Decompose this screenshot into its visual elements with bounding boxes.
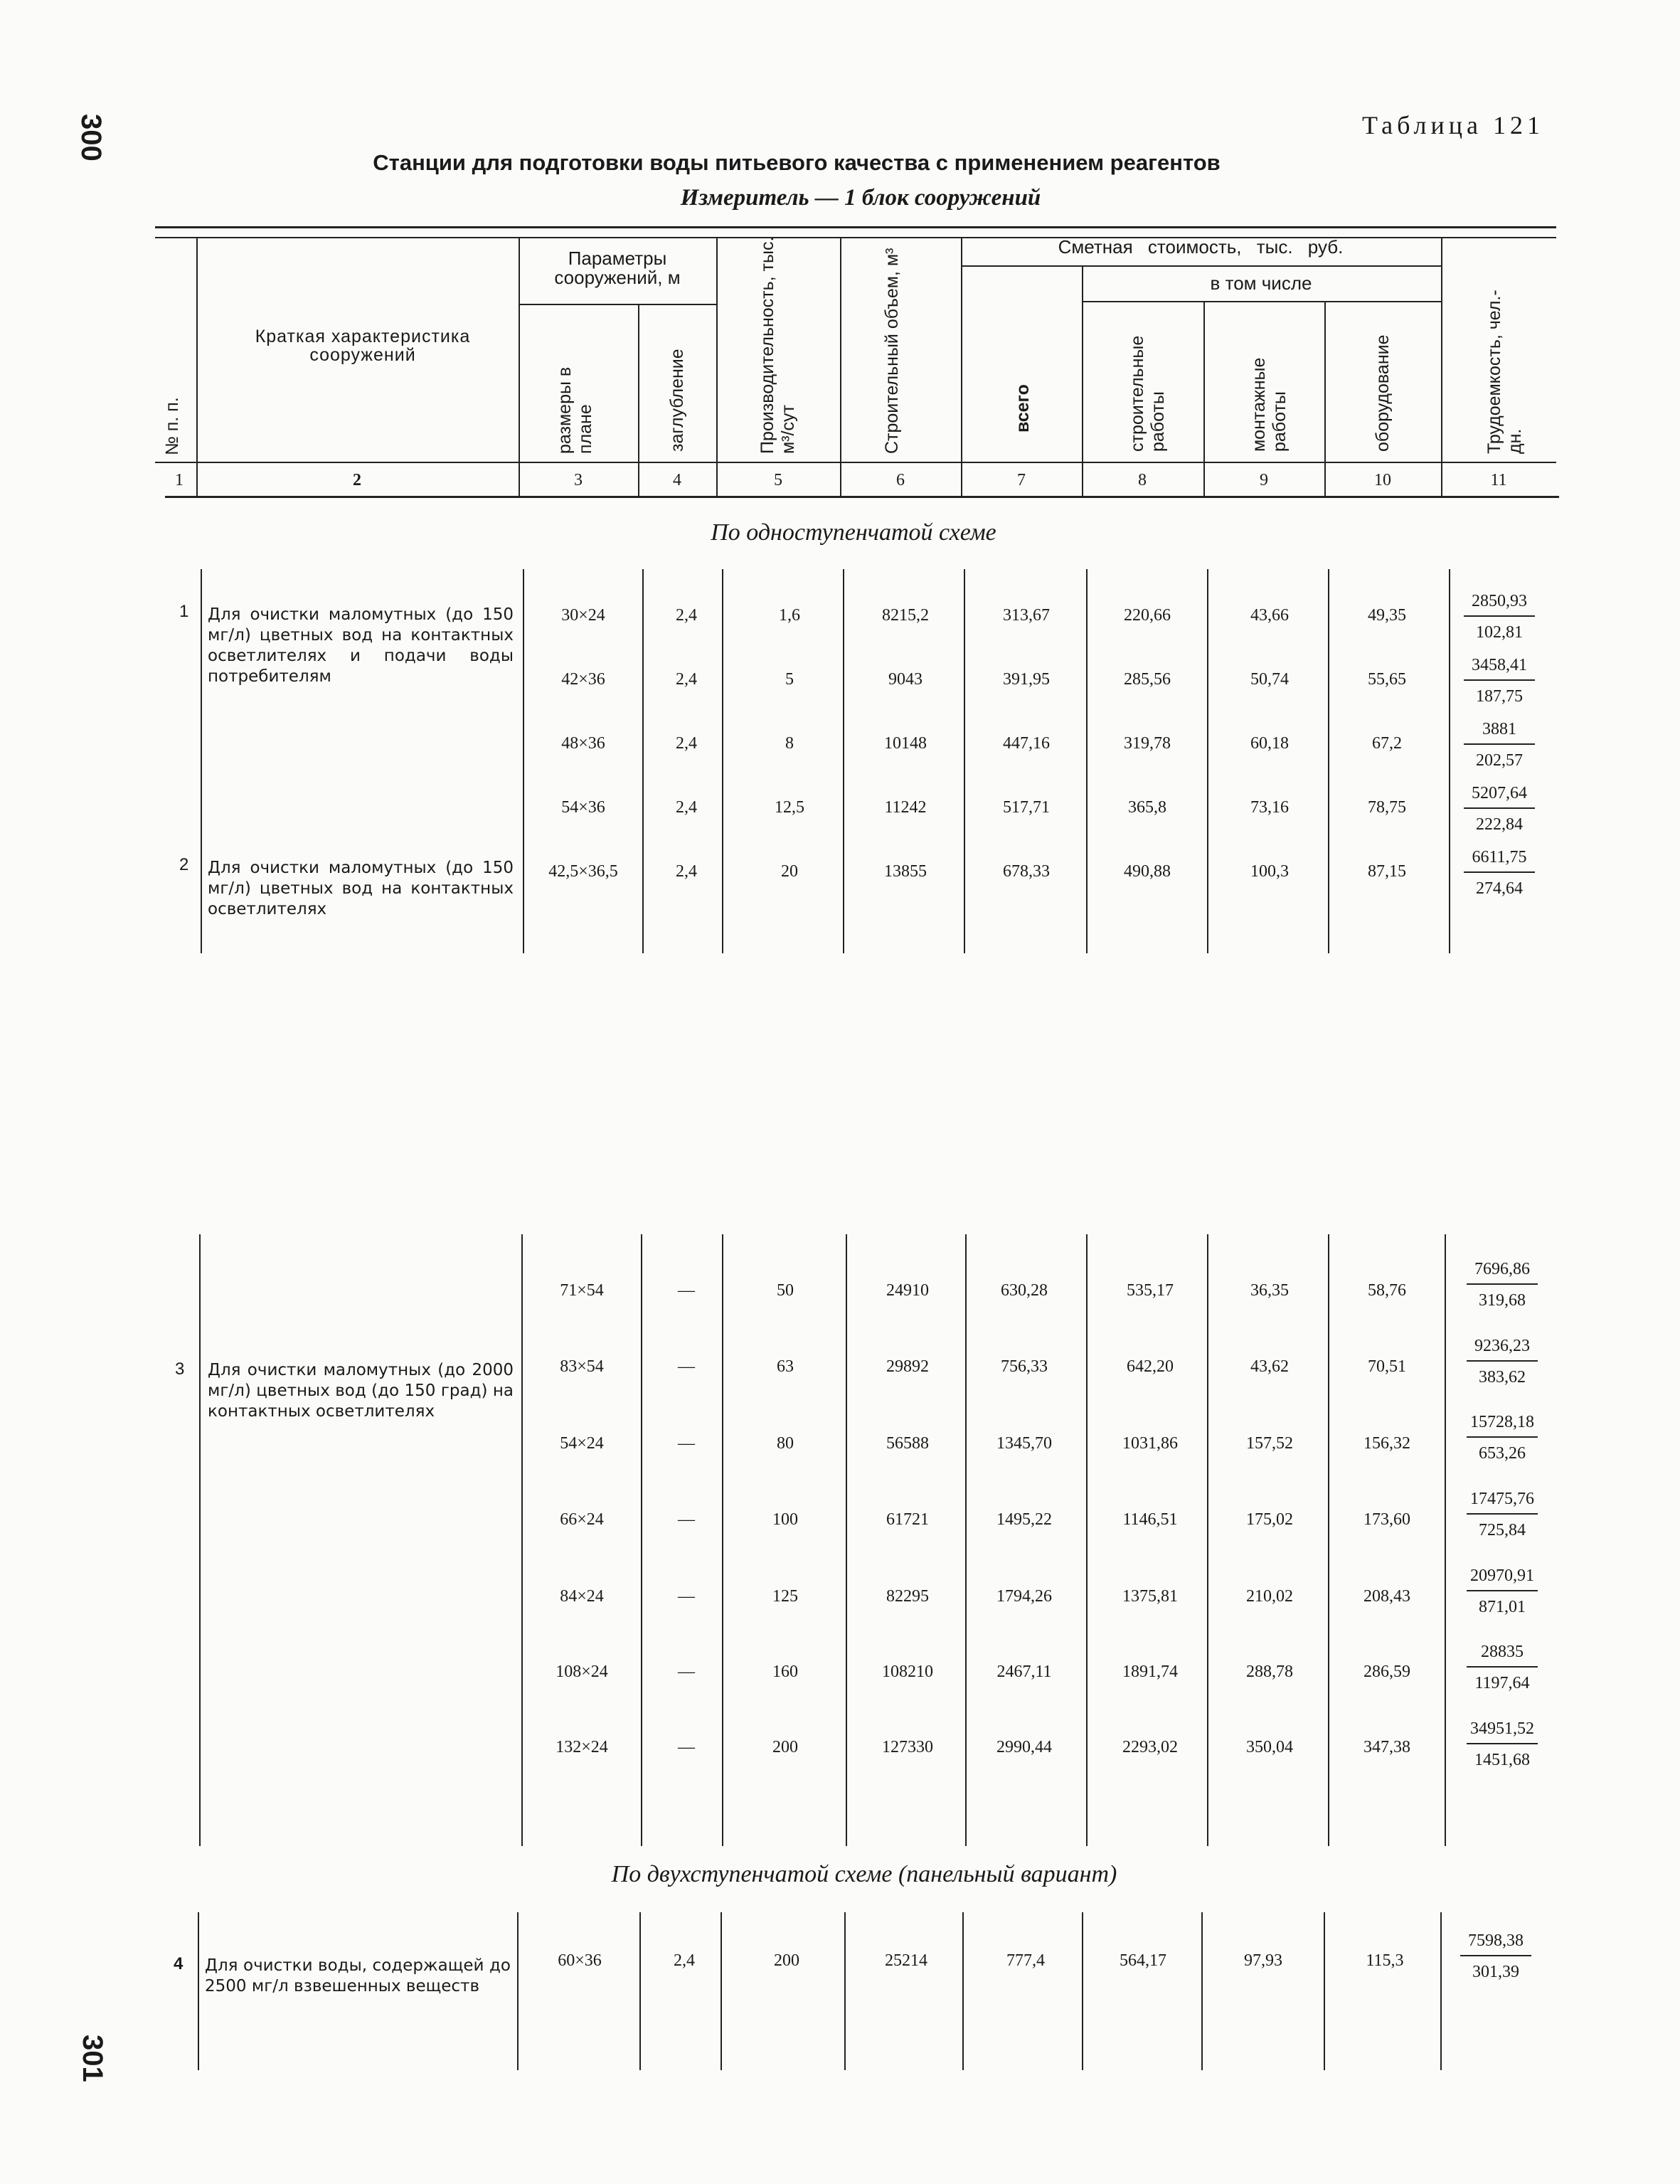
cell-equip: 208,43: [1363, 1587, 1410, 1606]
labor-top: 5207,64: [1464, 785, 1535, 809]
cell-capacity: 12,5: [775, 798, 804, 817]
cell-total: 678,33: [1003, 862, 1050, 881]
cell-capacity: 200: [772, 1738, 798, 1756]
cell-labor: [1464, 849, 1535, 897]
cell-capacity: 100: [772, 1510, 798, 1529]
cell-volume: 108210: [882, 1663, 933, 1681]
cell-labor: [1467, 1414, 1538, 1462]
cell-capacity: 80: [777, 1434, 794, 1453]
cell-size: 84×24: [560, 1587, 604, 1606]
header-total: всего: [1013, 384, 1033, 433]
cell-size: 71×54: [560, 1281, 604, 1300]
cell-labor: [1464, 721, 1535, 769]
cell-depth: —: [678, 1281, 695, 1300]
item-description: Для очистки маломутных (до 2000 мг/л) цветных вод (до 150 град) на контактных осветлителях: [208, 1361, 514, 1421]
cell-volume: 56588: [886, 1434, 929, 1453]
cell-depth: —: [678, 1357, 695, 1376]
cell-volume: 24910: [886, 1281, 929, 1300]
cell-mount: 36,35: [1250, 1281, 1289, 1300]
section-heading-2: По двухступенчатой схеме (панельный вариант): [611, 1861, 1117, 1887]
cell-equip: 286,59: [1363, 1663, 1410, 1681]
item-number: 4: [174, 1954, 184, 1973]
item-number: 2: [179, 855, 189, 874]
cell-total: 517,71: [1003, 798, 1050, 817]
cell-total: 447,16: [1003, 734, 1050, 753]
cell-labor: [1464, 657, 1535, 705]
cell-size: 48×36: [561, 734, 605, 753]
cell-capacity: 5: [785, 670, 794, 689]
header-params-group: [525, 249, 710, 287]
item-description: Для очистки маломутных (до 150 мг/л) цветных вод на контактных осветлителях и подачи воды потребителям: [208, 605, 514, 686]
page-number-right: 301: [77, 2035, 108, 2082]
item-number: 1: [179, 602, 189, 621]
header-incl-group: в том числе: [1210, 272, 1312, 294]
labor-top: 3458,41: [1464, 657, 1535, 681]
cell-build: 1031,86: [1122, 1434, 1178, 1453]
cell-equip: 347,38: [1363, 1738, 1410, 1756]
labor-bottom: 274,64: [1476, 879, 1523, 898]
cell-build: 319,78: [1124, 734, 1171, 753]
colnum: 11: [1490, 471, 1507, 489]
header-description: [228, 327, 498, 364]
labor-bottom: 725,84: [1479, 1521, 1526, 1539]
cell-volume: 29892: [886, 1357, 929, 1376]
cell-build: 2293,02: [1122, 1738, 1178, 1756]
cell-build: 285,56: [1124, 670, 1171, 689]
cell-total: 756,33: [1001, 1357, 1048, 1376]
cell-total: 630,28: [1001, 1281, 1048, 1300]
cell-labor: [1460, 1932, 1531, 1981]
header-build: строительные работы: [1127, 335, 1168, 452]
cell-volume: 8215,2: [882, 606, 929, 625]
cell-mount: 73,16: [1250, 798, 1289, 817]
labor-bottom: 301,39: [1472, 1963, 1519, 1981]
header-volume: Строительный объем, м³: [882, 248, 902, 454]
cell-size: 54×36: [561, 798, 605, 817]
table-measure: Измеритель — 1 блок сооружений: [680, 185, 1041, 211]
cell-build: 490,88: [1124, 862, 1171, 881]
cell-size: 108×24: [555, 1663, 608, 1681]
cell-mount: 43,66: [1250, 606, 1289, 625]
cell-equip: 87,15: [1368, 862, 1406, 881]
colnum: 4: [673, 471, 681, 489]
cell-total: 777,4: [1006, 1951, 1045, 1970]
cell-build: 220,66: [1124, 606, 1171, 625]
cell-size: 60×36: [558, 1951, 602, 1970]
cell-labor: [1467, 1490, 1538, 1539]
labor-top: 2850,93: [1464, 593, 1535, 617]
cell-size: 66×24: [560, 1510, 604, 1529]
cell-labor: [1467, 1567, 1538, 1616]
colnum: 1: [175, 471, 184, 489]
cell-mount: 157,52: [1246, 1434, 1293, 1453]
cell-depth: —: [678, 1510, 695, 1529]
labor-bottom: 102,81: [1476, 623, 1523, 642]
cell-total: 2467,11: [996, 1663, 1052, 1681]
header-depth: заглубление: [667, 349, 687, 452]
header-description-text: Краткая характеристика сооружений: [255, 327, 471, 365]
labor-bottom: 187,75: [1476, 687, 1523, 706]
labor-top: 9236,23: [1467, 1337, 1538, 1362]
cell-mount: 50,74: [1250, 670, 1289, 689]
cell-mount: 100,3: [1250, 862, 1289, 881]
cell-size: 42,5×36,5: [548, 862, 618, 881]
cell-equip: 78,75: [1368, 798, 1406, 817]
header-params-text: Параметры сооружений, м: [554, 248, 681, 288]
cell-mount: 288,78: [1246, 1663, 1293, 1681]
cell-capacity: 63: [777, 1357, 794, 1376]
table-title: Станции для подготовки воды питьевого качества с применением реагентов: [373, 150, 1221, 175]
labor-bottom: 222,84: [1476, 815, 1523, 834]
cell-depth: —: [678, 1587, 695, 1606]
header-labor: Трудоемкость, чел.-дн.: [1484, 290, 1525, 454]
cell-mount: 175,02: [1246, 1510, 1293, 1529]
cell-total: 391,95: [1003, 670, 1050, 689]
cell-volume: 25214: [885, 1951, 927, 1970]
cell-volume: 61721: [886, 1510, 929, 1529]
cell-capacity: 1,6: [779, 606, 800, 625]
cell-mount: 350,04: [1246, 1738, 1293, 1756]
colnum: 2: [353, 471, 361, 489]
colnum: 3: [574, 471, 583, 489]
cell-size: 42×36: [561, 670, 605, 689]
cell-labor: [1467, 1337, 1538, 1386]
cell-equip: 156,32: [1363, 1434, 1410, 1453]
cell-capacity: 125: [772, 1587, 798, 1606]
cell-capacity: 160: [772, 1663, 798, 1681]
cell-depth: 2,4: [676, 606, 697, 625]
cell-mount: 43,62: [1250, 1357, 1289, 1376]
cell-equip: 55,65: [1368, 670, 1406, 689]
cell-build: 1375,81: [1122, 1587, 1178, 1606]
cell-volume: 11242: [884, 798, 927, 817]
cell-depth: 2,4: [674, 1951, 695, 1970]
cell-volume: 127330: [882, 1738, 933, 1756]
labor-top: 34951,52: [1467, 1720, 1538, 1744]
cell-mount: 60,18: [1250, 734, 1289, 753]
colnum: 7: [1017, 471, 1026, 489]
colnum: 6: [896, 471, 905, 489]
cell-depth: —: [678, 1738, 695, 1756]
labor-bottom: 1197,64: [1474, 1674, 1530, 1692]
labor-top: 7598,38: [1460, 1932, 1531, 1956]
cell-capacity: 50: [777, 1281, 794, 1300]
cell-equip: 49,35: [1368, 606, 1406, 625]
labor-bottom: 202,57: [1476, 751, 1523, 770]
cell-size: 83×54: [560, 1357, 604, 1376]
cell-size: 54×24: [560, 1434, 604, 1453]
labor-bottom: 1451,68: [1474, 1751, 1530, 1769]
labor-top: 20970,91: [1467, 1567, 1538, 1591]
labor-bottom: 319,68: [1479, 1291, 1526, 1310]
header-cost-group: Сметная стоимость, тыс. руб.: [1058, 236, 1344, 258]
cell-volume: 9043: [888, 670, 923, 689]
table-label: Таблица 121: [1362, 111, 1544, 139]
header-no: № п. п.: [162, 397, 182, 455]
header-mount: монтажные работы: [1249, 357, 1290, 452]
cell-depth: 2,4: [676, 734, 697, 753]
cell-mount: 97,93: [1244, 1951, 1282, 1970]
cell-labor: [1467, 1720, 1538, 1769]
colnum: 5: [774, 471, 782, 489]
cell-depth: 2,4: [676, 670, 697, 689]
cell-build: 365,8: [1128, 798, 1166, 817]
cell-depth: —: [678, 1434, 695, 1453]
cell-equip: 70,51: [1368, 1357, 1406, 1376]
cell-size: 30×24: [561, 606, 605, 625]
labor-top: 7696,86: [1467, 1261, 1538, 1285]
cell-depth: 2,4: [676, 862, 697, 881]
colnum: 10: [1374, 471, 1391, 489]
cell-total: 1345,70: [996, 1434, 1052, 1453]
labor-top: 17475,76: [1467, 1490, 1538, 1515]
cell-equip: 115,3: [1366, 1951, 1404, 1970]
cell-volume: 13855: [884, 862, 927, 881]
cell-total: 2990,44: [996, 1738, 1052, 1756]
colnum: 8: [1138, 471, 1147, 489]
header-size: размеры в плане: [555, 366, 595, 454]
cell-capacity: 200: [774, 1951, 799, 1970]
labor-bottom: 871,01: [1479, 1598, 1526, 1616]
cell-volume: 82295: [886, 1587, 929, 1606]
section-heading-1: По одноступенчатой схеме: [711, 519, 996, 546]
cell-labor: [1464, 785, 1535, 833]
page-number-left: 300: [75, 114, 107, 161]
cell-build: 1891,74: [1122, 1663, 1178, 1681]
cell-mount: 210,02: [1246, 1587, 1293, 1606]
item-description: Для очистки маломутных (до 150 мг/л) цветных вод на контактных осветлителях: [208, 859, 514, 918]
labor-top: 28835: [1467, 1643, 1538, 1668]
labor-top: 6611,75: [1464, 849, 1535, 873]
cell-total: 1794,26: [996, 1587, 1052, 1606]
cell-total: 313,67: [1003, 606, 1050, 625]
cell-build: 535,17: [1127, 1281, 1174, 1300]
colnum: 9: [1260, 471, 1268, 489]
labor-bottom: 383,62: [1479, 1368, 1526, 1387]
cell-build: 564,17: [1120, 1951, 1166, 1970]
labor-top: 15728,18: [1467, 1414, 1538, 1438]
cell-depth: 2,4: [676, 798, 697, 817]
header-equip: оборудование: [1373, 334, 1393, 452]
labor-bottom: 653,26: [1479, 1444, 1526, 1463]
cell-capacity: 20: [781, 862, 798, 881]
item-number: 3: [175, 1359, 185, 1379]
cell-depth: —: [678, 1663, 695, 1681]
header-capacity: Производительность, тыс. м³/сут: [757, 236, 798, 454]
cell-total: 1495,22: [996, 1510, 1052, 1529]
cell-build: 1146,51: [1122, 1510, 1178, 1529]
cell-equip: 173,60: [1363, 1510, 1410, 1529]
cell-labor: [1464, 593, 1535, 641]
cell-capacity: 8: [785, 734, 794, 753]
cell-equip: 67,2: [1372, 734, 1402, 753]
cell-build: 642,20: [1127, 1357, 1174, 1376]
cell-labor: [1467, 1643, 1538, 1692]
labor-top: 3881: [1464, 721, 1535, 745]
cell-equip: 58,76: [1368, 1281, 1406, 1300]
cell-size: 132×24: [555, 1738, 608, 1756]
item-description: Для очистки воды, содержащей до 2500 мг/л взвешенных веществ: [205, 1956, 511, 1995]
cell-volume: 10148: [884, 734, 927, 753]
cell-labor: [1467, 1261, 1538, 1309]
